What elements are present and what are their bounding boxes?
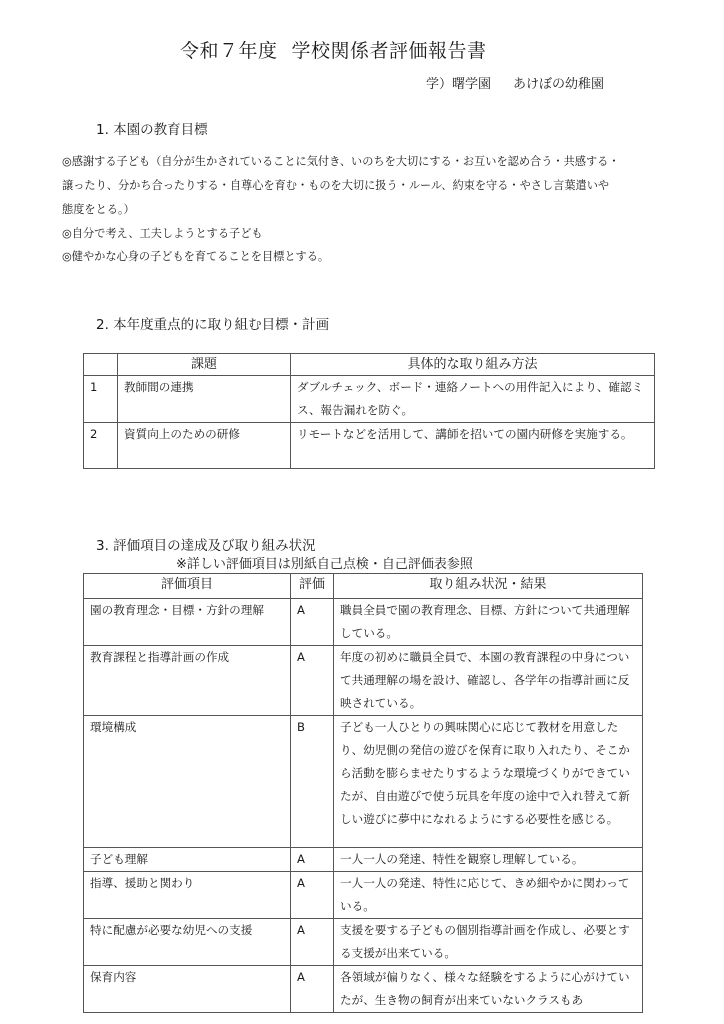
row-number: 2 — [84, 423, 118, 469]
item-cell: 特に配慮が必要な幼児への支援 — [84, 919, 291, 966]
column-header-no — [84, 354, 118, 376]
table-row — [84, 848, 643, 872]
plan-table — [83, 353, 655, 469]
method-cell: リモートなどを活用して、講師を招いての園内研修を実施する。 — [291, 423, 655, 469]
table-header-row — [84, 574, 643, 599]
table-row — [84, 376, 655, 423]
column-header-item: 評価項目 — [84, 574, 291, 599]
row-number: 1 — [84, 376, 118, 423]
issue-cell: 教師間の連携 — [118, 376, 291, 423]
author-line — [426, 73, 604, 92]
school-corporation: 学）曙学園 — [426, 77, 492, 92]
table-row — [84, 919, 643, 966]
item-cell: 指導、援助と関わり — [84, 872, 291, 919]
table-row — [84, 423, 655, 469]
table-row — [84, 599, 643, 646]
method-cell: ダブルチェック、ボード・連絡ノートへの用件記入により、確認ミス、報告漏れを防ぐ。 — [291, 376, 655, 423]
evaluation-table — [83, 573, 643, 1013]
result-cell: 一人一人の発達、特性に応じて、きめ細やかに関わっている。 — [334, 872, 643, 919]
column-header-grade: 評価 — [291, 574, 334, 599]
grade-cell: A — [291, 646, 334, 716]
school-name: あけぼの幼稚園 — [513, 77, 605, 92]
result-cell: 子ども一人ひとりの興味関心に応じて教材を用意したり、幼児側の発信の遊びを保育に取り入れたり、そこから活動を膨らませたりするような環境づくりができていたが、自由遊びで使う玩具を年度の途中で入れ替えて新しい遊びに夢中になれるようにする必要性を感じる。 — [334, 716, 643, 848]
item-cell: 環境構成 — [84, 716, 291, 848]
result-cell: 各領域が偏りなく、様々な経験をするように心がけていたが、生き物の飼育が出来ていないクラスもあ — [334, 966, 643, 1013]
table-row — [84, 716, 643, 848]
goal-line: ◎自分で考え、工夫しようとする子ども — [62, 227, 263, 240]
grade-cell: A — [291, 872, 334, 919]
issue-cell: 資質向上のための研修 — [118, 423, 291, 469]
item-cell: 保育内容 — [84, 966, 291, 1013]
goal-line: ◎感謝する子ども（自分が生かされていることに気付き、いのちを大切にする・お互いを認め合う・共感する・ — [62, 155, 620, 168]
item-cell: 教育課程と指導計画の作成 — [84, 646, 291, 716]
document-title — [180, 36, 487, 63]
grade-cell: A — [291, 919, 334, 966]
goal-line: 態度をとる。） — [62, 203, 135, 216]
grade-cell: A — [291, 966, 334, 1013]
table-row — [84, 966, 643, 1013]
table-row — [84, 872, 643, 919]
result-cell: 支援を要する子どもの個別指導計画を作成し、必要とする支援が出来ている。 — [334, 919, 643, 966]
column-header-issue: 課題 — [118, 354, 291, 376]
section-2-heading: 2. 本年度重点的に取り組む目標・計画 — [96, 317, 330, 333]
grade-cell: A — [291, 848, 334, 872]
column-header-method: 具体的な取り組み方法 — [291, 354, 655, 376]
result-cell: 職員全員で園の教育理念、目標、方針について共通理解している。 — [334, 599, 643, 646]
item-cell: 園の教育理念・目標・方針の理解 — [84, 599, 291, 646]
result-cell: 年度の初めに職員全員で、本園の教育課程の中身について共通理解の場を設け、確認し、各学年の指導計画に反映されている。 — [334, 646, 643, 716]
grade-cell: B — [291, 716, 334, 848]
table-row — [84, 646, 643, 716]
goal-line: 譲ったり、分かち合ったりする・自尊心を育む・ものを大切に扱う・ルール、約束を守る・やさし言葉遣いや — [62, 179, 610, 192]
section-1-heading: 1. 本園の教育目標 — [96, 122, 208, 138]
section-3-heading: 3. 評価項目の達成及び取り組み状況 — [96, 538, 316, 554]
table-header-row — [84, 354, 655, 376]
goal-line: ◎健やかな心身の子どもを育てることを目標とする。 — [62, 250, 330, 263]
title-era: 令和７年度 — [180, 40, 278, 62]
item-cell: 子ども理解 — [84, 848, 291, 872]
result-cell: 一人一人の発達、特性を観察し理解している。 — [334, 848, 643, 872]
reference-note: ※詳しい評価項目は別紙自己点検・自己評価表参照 — [176, 557, 473, 572]
grade-cell: A — [291, 599, 334, 646]
title-main: 学校関係者評価報告書 — [291, 40, 487, 62]
column-header-result: 取り組み状況・結果 — [334, 574, 643, 599]
